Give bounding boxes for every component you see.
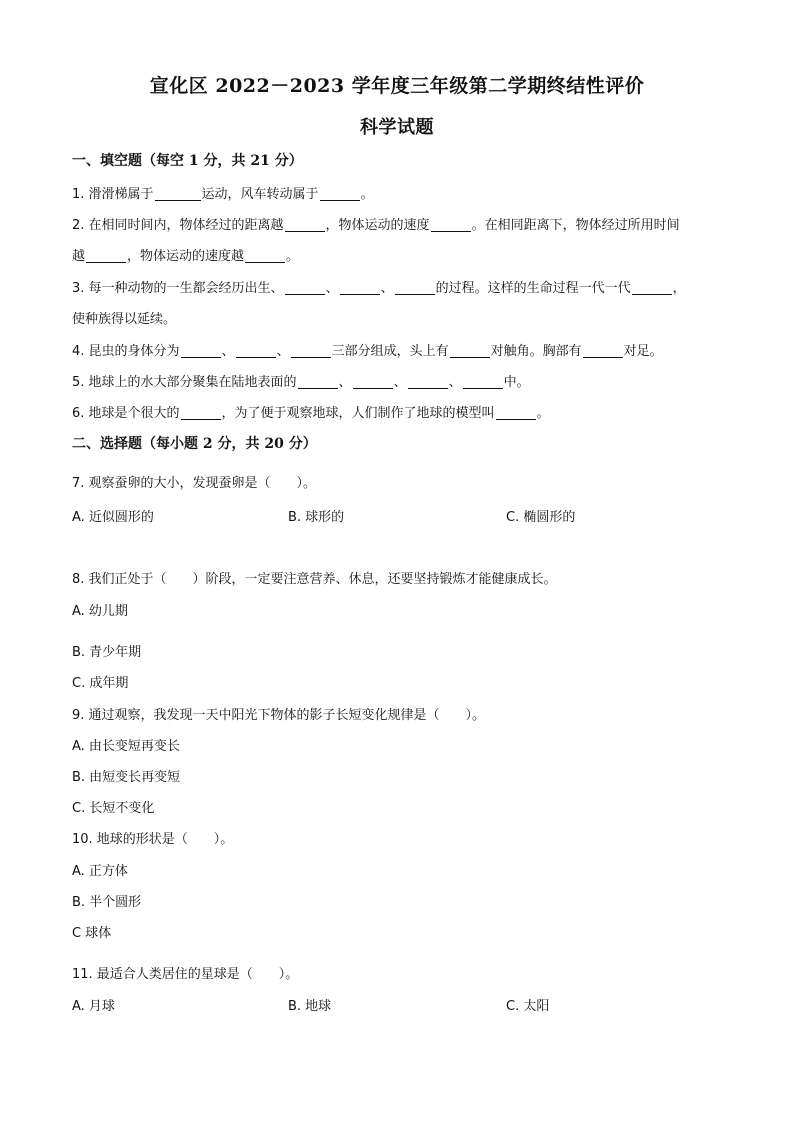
answer-blank[interactable] [236, 343, 276, 358]
question-10-option-c[interactable]: C 球体 [72, 926, 112, 941]
question-7-option-a[interactable]: A. 近似圆形的 [72, 510, 154, 525]
question-1: 1. 滑滑梯属于 运动，风车转动属于 。 [72, 187, 374, 202]
question-9-option-a[interactable]: A. 由长变短再变长 [72, 739, 180, 754]
question-8-option-a[interactable]: A. 幼儿期 [72, 604, 128, 619]
question-6: 6. 地球是个很大的 ，为了便于观察地球，人们制作了地球的模型叫 。 [72, 406, 550, 421]
question-10-stem: 10. 地球的形状是（ ）。 [72, 832, 234, 847]
answer-blank[interactable] [463, 374, 503, 389]
page-subtitle: 科学试题 [360, 117, 434, 138]
answer-blank[interactable] [285, 280, 325, 295]
section1-heading: 一、填空题（每空 1 分，共 21 分） [72, 153, 303, 169]
question-8-option-b[interactable]: B. 青少年期 [72, 645, 142, 660]
answer-blank[interactable] [155, 186, 201, 201]
question-10-option-b[interactable]: B. 半个圆形 [72, 895, 142, 910]
answer-blank[interactable] [181, 405, 221, 420]
question-8-stem: 8. 我们正处于（ ）阶段，一定要注意营养、休息，还要坚持锻炼才能健康成长。 [72, 572, 557, 587]
answer-blank[interactable] [285, 217, 325, 232]
answer-blank[interactable] [353, 374, 393, 389]
answer-blank[interactable] [320, 186, 360, 201]
answer-blank[interactable] [291, 343, 331, 358]
answer-blank[interactable] [496, 405, 536, 420]
question-3-cont: 使种族得以延续。 [72, 312, 177, 327]
answer-blank[interactable] [431, 217, 471, 232]
question-8-option-c[interactable]: C. 成年期 [72, 676, 129, 691]
answer-blank[interactable] [86, 248, 126, 263]
answer-blank[interactable] [450, 343, 490, 358]
answer-blank[interactable] [408, 374, 448, 389]
question-2: 2. 在相同时间内，物体经过的距离越 ，物体运动的速度 。在相同距离下，物体经过所用时间 [72, 218, 680, 233]
answer-blank[interactable] [245, 248, 285, 263]
question-10-option-a[interactable]: A. 正方体 [72, 864, 128, 879]
question-9-option-b[interactable]: B. 由短变长再变短 [72, 770, 181, 785]
answer-blank[interactable] [340, 280, 380, 295]
page-title: 宣化区 2022－2023 学年度三年级第二学期终结性评价 [149, 75, 645, 97]
question-5: 5. 地球上的水大部分聚集在陆地表面的 、 、 、 中。 [72, 375, 530, 390]
question-9-option-c[interactable]: C. 长短不变化 [72, 801, 155, 816]
question-11-option-c[interactable]: C. 太阳 [506, 999, 550, 1014]
question-2-cont: 越 ，物体运动的速度越 。 [72, 249, 300, 264]
section2-heading: 二、选择题（每小题 2 分，共 20 分） [72, 436, 317, 452]
question-11-option-b[interactable]: B. 地球 [288, 999, 332, 1014]
question-7-option-b[interactable]: B. 球形的 [288, 510, 345, 525]
answer-blank[interactable] [298, 374, 338, 389]
question-7-option-c[interactable]: C. 椭圆形的 [506, 510, 576, 525]
question-3: 3. 每一种动物的一生都会经历出生、 、 、 的过程。这样的生命过程一代一代 ， [72, 281, 686, 296]
answer-blank[interactable] [632, 280, 672, 295]
question-11-option-a[interactable]: A. 月球 [72, 999, 115, 1014]
answer-blank[interactable] [583, 343, 623, 358]
question-11-stem: 11. 最适合人类居住的星球是（ ）。 [72, 967, 299, 982]
answer-blank[interactable] [395, 280, 435, 295]
question-9-stem: 9. 通过观察，我发现一天中阳光下物体的影子长短变化规律是（ ）。 [72, 708, 486, 723]
question-7-stem: 7. 观察蚕卵的大小，发现蚕卵是（ ）。 [72, 476, 317, 491]
question-4: 4. 昆虫的身体分为 、 、 三部分组成，头上有 对触角。胸部有 对足。 [72, 344, 663, 359]
answer-blank[interactable] [181, 343, 221, 358]
